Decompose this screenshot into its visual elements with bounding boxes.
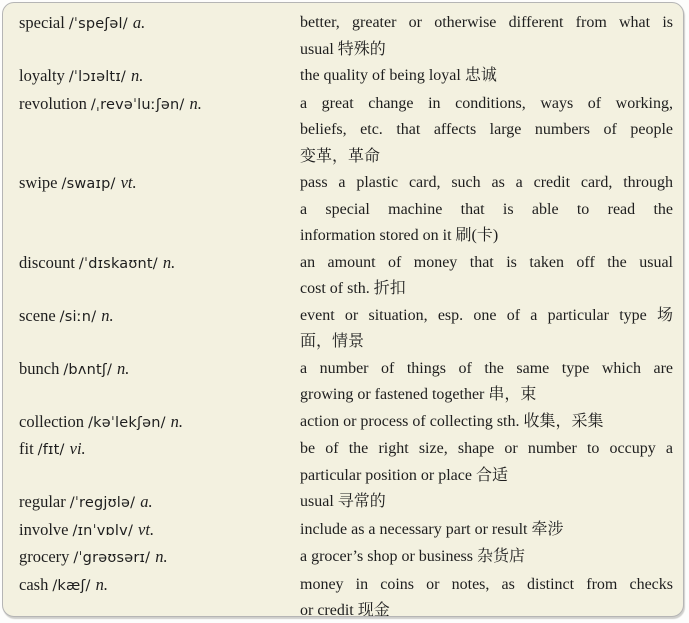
definition-line: particular position or place 合适 bbox=[300, 466, 508, 484]
definition-cell bbox=[300, 572, 673, 618]
word-text: grocery bbox=[19, 547, 70, 566]
vocab-entry bbox=[19, 409, 673, 437]
definition-cell bbox=[300, 409, 673, 436]
pos-text: a. bbox=[140, 492, 153, 511]
definition-cell bbox=[300, 436, 673, 489]
word-cell bbox=[19, 572, 300, 600]
pos-text: n. bbox=[162, 252, 176, 272]
vocab-entry bbox=[19, 250, 673, 303]
vocab-entry bbox=[19, 489, 673, 517]
pos-text: vi. bbox=[69, 439, 86, 458]
word-cell bbox=[19, 517, 300, 545]
pos-text: n. bbox=[95, 574, 108, 594]
definition-line: an amount of money that is taken off the usual bbox=[300, 253, 673, 271]
definition-line: event or situation, esp. one of a particular type 场 bbox=[300, 306, 673, 324]
pos-text: vt. bbox=[120, 173, 137, 192]
vocab-entry bbox=[19, 10, 673, 63]
pos-text: n. bbox=[101, 305, 114, 325]
phonetic-text: /kæʃ/ bbox=[52, 577, 91, 594]
word-cell bbox=[19, 10, 300, 38]
phonetic-text: /fɪt/ bbox=[37, 442, 65, 458]
phonetic-text: /kəˈlekʃən/ bbox=[88, 414, 166, 431]
pos-text: n. bbox=[155, 547, 168, 566]
definition-line: information stored on it 刷(卡) bbox=[300, 227, 499, 244]
pos-text: n. bbox=[189, 93, 202, 113]
definition-line: better, greater or otherwise different from what is bbox=[300, 14, 673, 31]
definition-cell bbox=[300, 170, 673, 250]
vocab-entry bbox=[19, 91, 673, 171]
word-cell bbox=[19, 409, 300, 437]
word-cell bbox=[19, 356, 300, 384]
phonetic-text: /siːn/ bbox=[59, 308, 97, 325]
pos-text: a. bbox=[132, 13, 146, 32]
vocab-entry bbox=[19, 572, 673, 618]
word-text: loyalty bbox=[19, 66, 65, 85]
definition-cell bbox=[300, 517, 673, 544]
phonetic-text: /ˈgrəʊsərɪ/ bbox=[73, 550, 151, 566]
vocab-entry bbox=[19, 63, 673, 91]
phonetic-text: /ˈdɪskaʊnt/ bbox=[78, 255, 158, 272]
definition-line: usual 寻常的 bbox=[300, 493, 386, 510]
definition-line: the quality of being loyal 忠诚 bbox=[300, 67, 497, 84]
phonetic-text: /ˈspeʃəl/ bbox=[68, 16, 128, 32]
word-text: scene bbox=[19, 305, 56, 325]
word-text: cash bbox=[19, 574, 49, 594]
definition-cell bbox=[300, 544, 673, 571]
word-text: collection bbox=[19, 411, 85, 431]
word-text: regular bbox=[19, 492, 66, 511]
word-cell bbox=[19, 250, 300, 278]
word-cell bbox=[19, 544, 300, 572]
phonetic-text: /swaɪp/ bbox=[61, 176, 116, 192]
phonetic-text: /bʌntʃ/ bbox=[63, 361, 113, 378]
definition-line: cost of sth. 折扣 bbox=[300, 280, 406, 297]
phonetic-text: /ˌrevəˈluːʃən/ bbox=[90, 96, 185, 113]
pos-text: n. bbox=[170, 411, 184, 431]
word-text: revolution bbox=[19, 93, 87, 113]
pos-text: vt. bbox=[138, 519, 155, 539]
word-text: involve bbox=[19, 519, 69, 539]
pos-text: n. bbox=[117, 358, 130, 378]
definition-line: be of the right size, shape or number to occupy a bbox=[300, 440, 673, 457]
word-text: bunch bbox=[19, 358, 60, 378]
word-cell bbox=[19, 303, 300, 331]
definition-line: include as a necessary part or result 牵涉 bbox=[300, 520, 564, 538]
definition-line: 面，情景 bbox=[300, 333, 365, 350]
vocab-list bbox=[19, 10, 673, 617]
word-text: discount bbox=[19, 252, 75, 272]
vocab-entry bbox=[19, 303, 673, 356]
vocab-entry bbox=[19, 356, 673, 409]
definition-line: beliefs, etc. that affects large numbers of people bbox=[300, 121, 673, 138]
phonetic-text: /ˈlɔɪəltɪ/ bbox=[68, 69, 126, 85]
definition-cell bbox=[300, 489, 673, 516]
pos-text: n. bbox=[131, 66, 144, 85]
word-text: swipe bbox=[19, 173, 58, 192]
definition-cell bbox=[300, 250, 673, 303]
definition-line: 变革，革命 bbox=[300, 147, 381, 165]
definition-cell bbox=[300, 356, 673, 409]
word-text: fit bbox=[19, 439, 34, 458]
definition-line: a grocer’s shop or business 杂货店 bbox=[300, 548, 526, 565]
phonetic-text: /ˈregjʊlə/ bbox=[69, 495, 136, 511]
definition-line: action or process of collecting sth. 收集，采集 bbox=[300, 412, 604, 430]
word-cell bbox=[19, 489, 300, 517]
phonetic-text: /ɪnˈvɒlv/ bbox=[72, 522, 134, 539]
vocab-entry bbox=[19, 517, 673, 545]
word-cell bbox=[19, 436, 300, 464]
vocab-card bbox=[2, 2, 684, 617]
definition-line: pass a plastic card, such as a credit card, through bbox=[300, 174, 673, 191]
word-cell bbox=[19, 170, 300, 198]
word-text: special bbox=[19, 13, 65, 32]
definition-line: usual 特殊的 bbox=[300, 40, 386, 58]
word-cell bbox=[19, 63, 300, 91]
vocab-entry bbox=[19, 170, 673, 250]
vocab-entry bbox=[19, 436, 673, 489]
definition-line: a great change in conditions, ways of working, bbox=[300, 94, 673, 112]
vocab-entry bbox=[19, 544, 673, 572]
definition-line: money in coins or notes, as distinct from checks bbox=[300, 575, 673, 593]
definition-line: or credit 现金 bbox=[300, 602, 390, 617]
definition-cell bbox=[300, 303, 673, 356]
word-cell bbox=[19, 91, 300, 119]
definition-line: a number of things of the same type which are bbox=[300, 359, 673, 377]
definition-line: growing or fastened together 串，束 bbox=[300, 386, 537, 403]
definition-cell bbox=[300, 10, 673, 63]
definition-cell bbox=[300, 63, 673, 90]
definition-line: a special machine that is able to read the bbox=[300, 200, 673, 218]
definition-cell bbox=[300, 91, 673, 171]
